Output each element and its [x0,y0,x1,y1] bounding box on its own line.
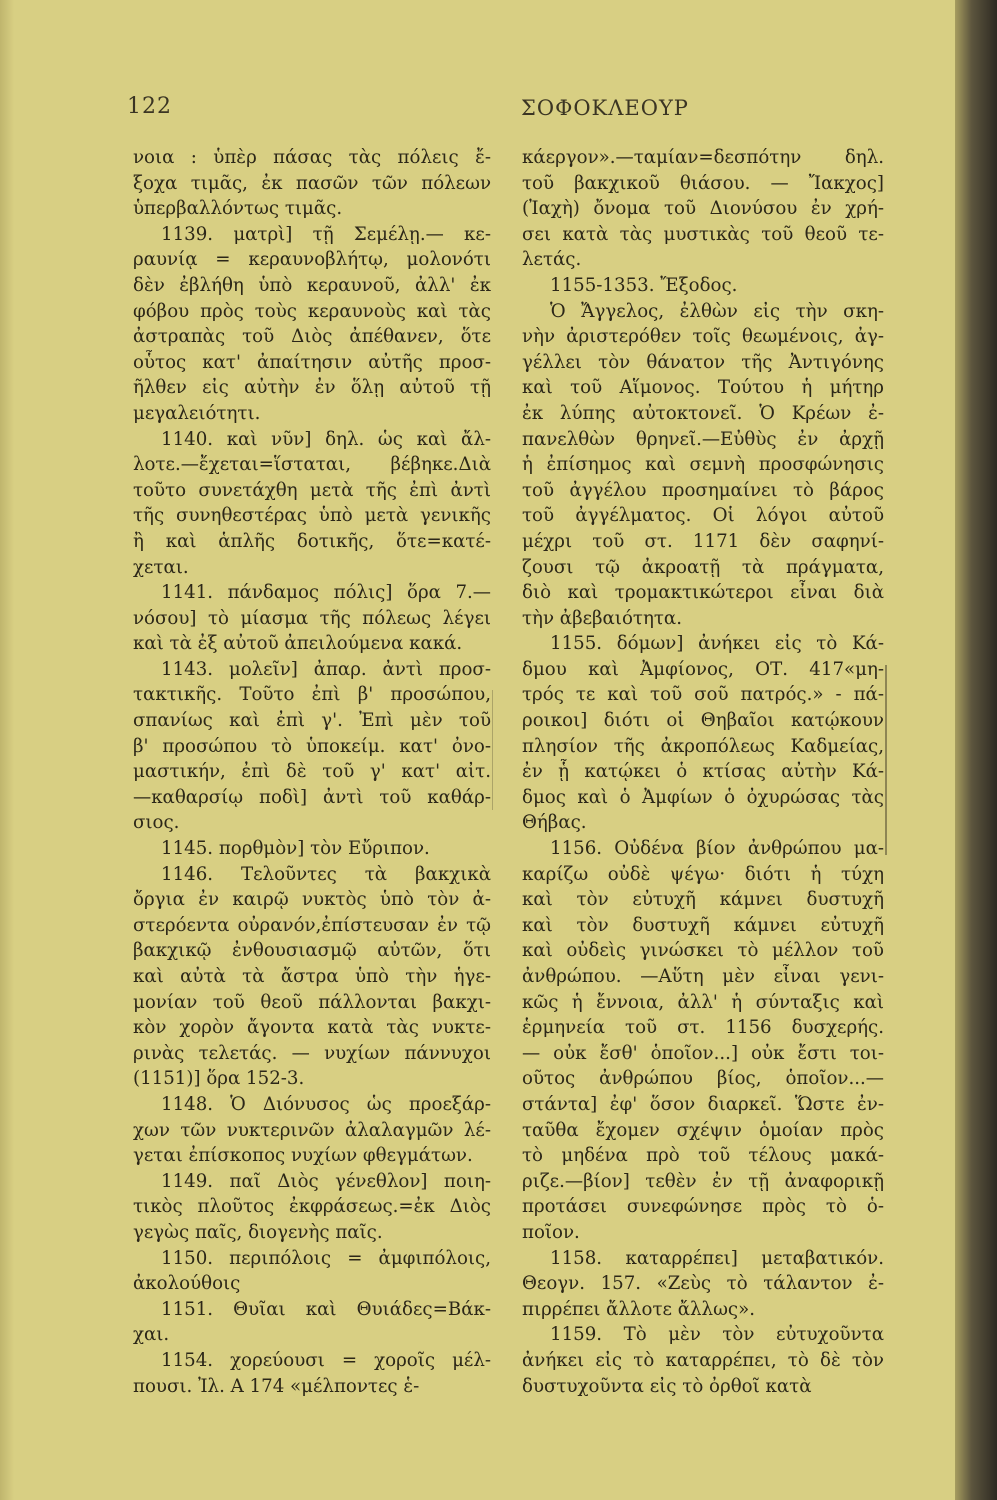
text-line: κάεργον».—ταμίαν=δεσπότην δηλ. [522,147,884,168]
text-line: Θεογν. 157. «Ζεὺς τὸ τάλαντον ἐ- [522,1273,884,1295]
left-column [133,145,491,1399]
text-line: ροικοι] διότι οἱ Θηβαῖοι κατῴκουν [522,710,884,732]
text-line: χων τῶν νυκτερινῶν ἀλαλαγμῶν λέ- [133,1119,491,1141]
text-line: ἀνήκει εἰς τὸ καταρρέπει, τὸ δὲ τὸν [522,1349,884,1371]
text-line: πιρρέπει ἄλλοτε ἄλλως». [522,1298,755,1320]
text-line: προτάσει συνεφώνησε πρὸς τὸ ὁ- [522,1196,884,1218]
text-line: σπανίως καὶ ἐπὶ γ'. Ἐπὶ μὲν τοῦ [133,710,491,732]
text-line: 1148. Ὁ Διόνυσος ὡς προεξάρ- [161,1093,491,1115]
text-line: χαι. [133,1324,170,1346]
text-line: 1143. μολεῖν] ἀπαρ. ἀντὶ προσ- [161,658,491,680]
text-line: τὴν ἀβεβαιότητα. [522,607,682,629]
text-line: δὲν ἐβλήθη ὑπὸ κεραυνοῦ, ἀλλ' ἐκ [133,274,491,296]
text-line: πανελθὼν θρηνεῖ.—Εὐθὺς ἐν ἀρχῇ [522,428,884,450]
text-line: τοῦτο συνετάχθη μετὰ τῆς ἐπὶ ἀντὶ [133,479,491,501]
text-line: καὶ αὐτὰ τὰ ἄστρα ὑπὸ τὴν ἡγε- [133,966,491,987]
text-line: καὶ τὸν δυστυχῆ κάμνει εὐτυχῆ [522,914,884,936]
text-line: μέχρι τοῦ στ. 1171 δὲν σαφηνί- [522,530,884,552]
text-line: 1158. καταρρέπει] μεταβατικόν. [550,1247,884,1269]
text-line: ἀνθρώπου. —Αὕτη μὲν εἶναι γενι- [522,966,884,987]
text-line: καρίζω οὐδὲ ψέγω· διότι ἡ τύχη [522,863,884,885]
text-line: Ὁ Ἄγγελος, ἐλθὼν εἰς τὴν σκη- [550,300,884,322]
text-line: δμος καὶ ὁ Ἀμφίων ὁ ὀχυρώσας τὰς [522,786,884,808]
text-line: 1139. ματρὶ] τῇ Σεμέλῃ.— κε- [161,223,491,245]
text-line: καὶ τὰ ἐξ αὐτοῦ ἀπειλούμενα κακά. [133,633,463,655]
text-line: δμου καὶ Ἀμφίονος, ΟΤ. 417«μη- [522,658,884,680]
text-line: λετάς. [522,249,582,271]
text-line: ζουσι τῷ ἀκροατῇ τὰ πράγματα, [522,556,884,578]
text-line: ρινὰς τελετάς. — νυχίων πάννυχοι [133,1042,491,1064]
text-line: καὶ τὸν εὐτυχῆ κάμνει δυστυχῆ [522,889,884,911]
text-line: ἀστραπὰς τοῦ Διὸς ἀπέθανεν, ὅτε [133,326,491,348]
text-line: ὄργια ἐν καιρῷ νυκτὸς ὑπὸ τὸν ἀ- [133,889,491,911]
text-line: νόσου] τὸ μίασμα τῆς πόλεως λέγει [133,607,491,629]
text-line: ριζε.—βίον] τεθὲν ἐν τῇ ἀναφορικῇ [522,1170,884,1192]
page-header [125,94,899,128]
text-line: διὸ καὶ τρομακτικώτεροι εἶναι διὰ [522,582,884,604]
text-line: 1155-1353. Ἔξοδος. [550,274,738,296]
text-line: κὸν χορὸν ἄγοντα κατὰ τὰς νυκτε- [133,1017,491,1039]
text-line: ταῦθα ἔχομεν σχέψιν ὁμοίαν πρὸς [522,1119,884,1141]
text-line: καὶ οὐδεὶς γινώσκει τὸ μέλλον τοῦ [522,940,884,962]
text-line: τακτικῆς. Τοῦτο ἐπὶ β' προσώπου, [133,684,491,706]
text-line: καὶ τοῦ Αἵμονος. Τούτου ἡ μήτηρ [522,377,884,399]
text-line: σει κατὰ τὰς μυστικὰς τοῦ θεοῦ τε- [522,223,884,245]
text-line: ξοχα τιμᾶς, ἐκ πασῶν τῶν πόλεων [133,172,491,194]
text-line: Θήβας. [522,812,587,834]
text-line: τῆς συνηθεστέρας ὑπὸ μετὰ γενικῆς [133,505,491,527]
text-line: στάντα] ἐφ' ὅσον διαρκεῖ. Ὥστε ἐν- [522,1093,884,1115]
text-line: β' προσώπου τὸ ὑποκείμ. κατ' ὀνο- [133,735,491,757]
page-number: 122 [127,94,172,119]
text-line: λοτε.—ἔχεται=ἵσταται, βέβηκε.Διὰ [133,454,491,476]
text-line: τοῦ ἀγγέλματος. Οἱ λόγοι αὐτοῦ [522,505,884,527]
text-line: οῦτος ἀνθρώπου βίος, ὁποῖον...— [522,1068,884,1090]
text-line: μεγαλειότητι. [133,402,261,424]
text-line: ραυνίᾳ = κεραυνοβλήτῳ, μολονότι [133,249,491,271]
text-line: ἀκολούθοις [133,1273,241,1295]
text-line: 1155. δόμων] ἀνήκει εἰς τὸ Κά- [550,633,884,655]
text-line: πουσι. Ἰλ. Α 174 «μέλποντες ἑ- [133,1375,420,1397]
right-column [522,145,884,1399]
text-line: 1145. πορθμὸν] τὸν Εὔριπον. [161,838,430,860]
text-line: ῆλθεν εἰς αὐτὴν ἐν ὅλῃ αὐτοῦ τῇ [133,377,491,399]
text-line: χεται. [133,556,189,578]
text-line: 1146. Τελοῦντες τὰ βακχικὰ [161,863,491,885]
margin-pencil-mark [885,665,887,855]
text-line: βακχικῷ ἐνθουσιασμῷ αὐτῶν, ὅτι [133,940,491,962]
text-line: τρός τε καὶ τοῦ σοῦ πατρός.» - πά- [522,684,884,706]
text-line: τοῦ ἀγγέλου προσημαίνει τὸ βάρος [522,479,884,501]
text-line: πλησίον τῆς ἀκροπόλεως Καδμείας, [522,735,884,757]
text-line: τὸ μηδένα πρὸ τοῦ τέλους μακά- [522,1145,884,1167]
text-line: (Ἰαχὴ) ὄνομα τοῦ Διονύσου ἐν χρή- [522,198,884,220]
text-line: τικὸς πλοῦτος ἐκφράσεως.=ἐκ Διὸς [133,1196,491,1218]
text-line: (1151)] ὅρα 152-3. [133,1068,305,1090]
text-line: ἑρμηνεία τοῦ στ. 1156 δυσχερής. [522,1017,884,1039]
text-line: κῶς ἡ ἔννοια, ἀλλ' ἡ σύνταξις καὶ [522,991,884,1013]
text-line: φόβου πρὸς τοὺς κεραυνοὺς καὶ τὰς [133,300,491,322]
text-line: οὗτος κατ' ἀπαίτησιν αὐτῆς προσ- [133,351,491,373]
text-line: 1159. Τὸ μὲν τὸν εὐτυχοῦντα [550,1324,884,1346]
text-line: νὴν ἀριστερόθεν τοῖς θεωμένοις, ἀγ- [522,326,884,348]
text-line: ἐκ λύπης αὐτοκτονεῖ. Ὁ Κρέων ἐ- [522,402,884,424]
text-line: 1149. παῖ Διὸς γένεθλον] ποιη- [161,1170,491,1192]
text-line: 1154. χορεύουσι = χοροῖς μέλ- [161,1349,491,1371]
text-line: — οὐκ ἔσθ' ὁποῖον...] οὐκ ἔστι τοι- [522,1042,884,1064]
text-line: 1141. πάνδαμος πόλις] ὅρα 7.— [161,582,491,604]
text-line: γέλλει τὸν θάνατον τῆς Ἀντιγόνης [522,351,884,373]
binding-shadow [955,0,997,1500]
text-line: δυστυχοῦντα εἰς τὸ ὀρθοῖ κατὰ [522,1375,812,1397]
text-line: 1150. περιπόλοις = ἀμφιπόλοις, [161,1247,491,1269]
text-line: ποῖον. [522,1221,580,1243]
text-line: μαστικήν, ἐπὶ δὲ τοῦ γ' κατ' αἰτ. [133,761,491,783]
text-line: γεται ἐπίσκοπος νυχίων φθεγμάτων. [133,1145,473,1167]
margin-pencil-mark-left [492,690,493,810]
text-line: σιος. [133,812,180,834]
text-line: ὑπερβαλλόντως τιμᾶς. [133,198,343,220]
text-line: 1151. Θυῖαι καὶ Θυιάδες=Βάκ- [161,1298,491,1320]
page-gutter-edge [0,0,14,1500]
text-line: ἢ καὶ ἁπλῆς δοτικῆς, ὅτε=κατέ- [133,530,491,552]
text-line: στερόεντα οὐρανόν,ἐπίστευσαν ἐν τῷ [133,914,491,936]
text-line: 1140. καὶ νῦν] δηλ. ὡς καὶ ἄλ- [161,428,491,450]
text-line: μονίαν τοῦ θεοῦ πάλλονται βακχι- [133,991,491,1013]
text-line: νοια : ὑπὲρ πάσας τὰς πόλεις ἔ- [133,147,491,168]
running-title: ΣΟΦΟΚΛΕΟΥΡ [521,96,689,120]
text-line: —καθαρσίῳ ποδὶ] ἀντὶ τοῦ καθάρ- [133,786,491,808]
text-line: τοῦ βακχικοῦ θιάσου. — Ἴακχος] [522,172,884,194]
text-line: γεγὼς παῖς, διογενὴς παῖς. [133,1221,383,1243]
text-line: ἐν ᾗ κατῴκει ὁ κτίσας αὐτὴν Κά- [522,761,884,783]
text-line: 1156. Οὐδένα βίον ἀνθρώπου μα- [550,838,884,860]
text-line: ἡ ἐπίσημος καὶ σεμνὴ προσφώνησις [522,454,884,476]
